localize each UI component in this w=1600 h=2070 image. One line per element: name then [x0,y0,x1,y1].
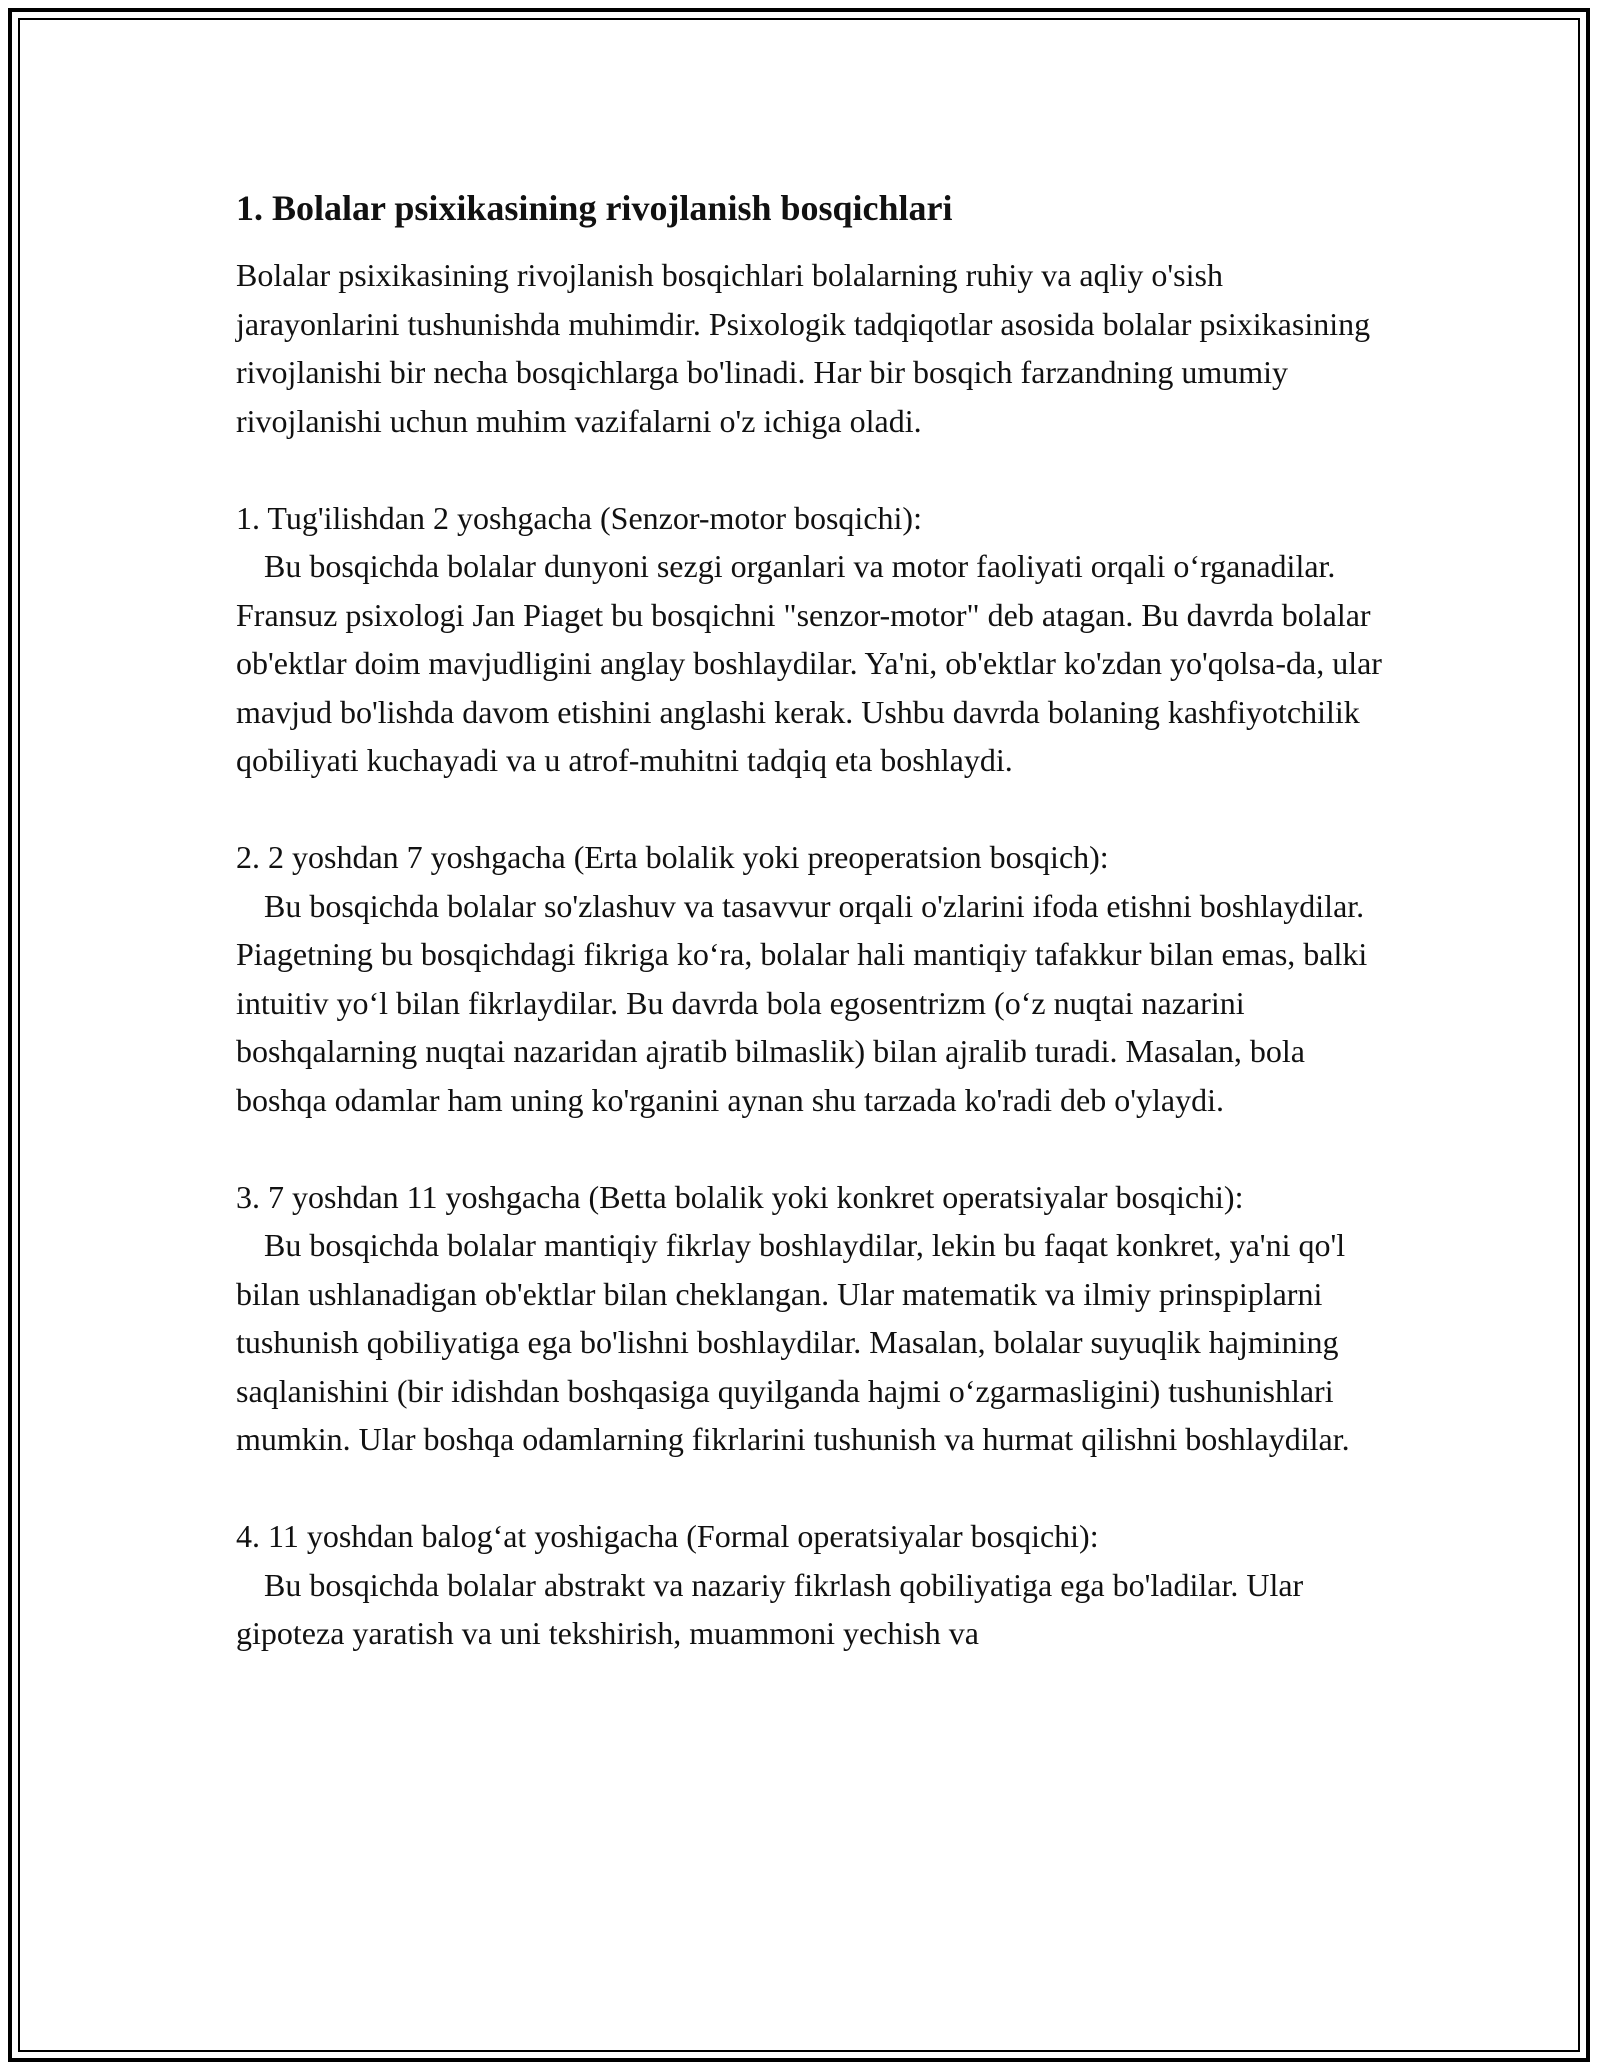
section-body: Bu bosqichda bolalar abstrakt va nazariy fikrlash qobiliyatiga ega bo'ladilar. Ular gipoteza yaratish va uni tekshirish, muammoni yechish va [236,1566,1304,1651]
section-body-wrap [236,1561,1386,1658]
section-heading: 1. Tug'ilishdan 2 yoshgacha (Senzor-motor bosqichi): [236,499,922,536]
document-content [236,185,1386,1658]
section-body: Bu bosqichda bolalar dunyoni sezgi organlari va motor faoliyati orqali o‘rganadilar. Fransuz psixologi Jan Piaget bu bosqichni "senzor-motor" deb atagan. Bu davrda bolalar ob'ektlar doim mavjudligini anglay boshlaydilar. Ya'ni, ob'ektlar ko'zdan yo'qolsa-da, ular mavjud bo'lishda davom etishini anglashi kerak. Ushbu davrda bolaning kashfiyotchilik qobiliyati kuchayadi va u atrof-muhitni tadqiq eta boshlaydi. [236,548,1382,778]
spacer [236,785,1386,834]
section-body: Bu bosqichda bolalar mantiqiy fikrlay boshlaydilar, lekin bu faqat konkret, ya'ni qo'l bilan ushlanadigan ob'ektlar bilan cheklangan. Ular matematik va ilmiy prinspiplarni tushunish qobiliyatiga ega bo'lishni boshlaydilar. Masalan, bolalar suyuqlik hajmining saqlanishini (bir idishdan boshqasiga quyilganda hajmi o‘zgarmasligini) tushunishlari mumkin. Ular boshqa odamlarning fikrlarini tushunish va hurmat qilishni boshlaydilar. [236,1227,1350,1457]
section-heading: 3. 7 yoshdan 11 yoshgacha (Betta bolalik yoki konkret operatsiyalar bosqichi): [236,1178,1244,1215]
document-title: 1. Bolalar psixikasining rivojlanish bosqichlari [236,188,953,228]
section-heading: 2. 2 yoshdan 7 yoshgacha (Erta bolalik yoki preoperatsion bosqich): [236,839,1109,875]
section-heading: 4. 11 yoshdan balog‘at yoshigacha (Formal operatsiyalar bosqichi): [236,1518,1099,1554]
section-3 [236,1173,1386,1464]
section-body-wrap [236,882,1386,1125]
section-4 [236,1512,1386,1658]
section-body-wrap [236,542,1386,785]
spacer [236,1464,1386,1513]
section-body-wrap [236,1221,1386,1464]
section-1 [236,494,1386,785]
spacer [236,445,1386,494]
spacer [236,1124,1386,1173]
section-body: Bu bosqichda bolalar so'zlashuv va tasavvur orqali o'zlarini ifoda etishni boshlaydilar. Piagetning bu bosqichdagi fikriga ko‘ra, bolalar hali mantiqiy tafakkur bilan emas, balki intuitiv yo‘l bilan fikrlaydilar. Bu davrda bola egosentrizm (o‘z nuqtai nazarini boshqalarning nuqtai nazaridan ajratib bilmaslik) bilan ajralib turadi. Masalan, bola boshqa odamlar ham uning ko'rganini aynan shu tarzada ko'radi deb o'ylaydi. [236,887,1368,1118]
intro-paragraph: Bolalar psixikasining rivojlanish bosqichlari bolalarning ruhiy va aqliy o'sish jarayonlarini tushunishda muhimdir. Psixologik tadqiqotlar asosida bolalar psixikasining rivojlanishi bir necha bosqichlarga bo'linadi. Har bir bosqich farzandning umumiy rivojlanishi uchun muhim vazifalarni o'z ichiga oladi. [236,257,1371,439]
section-2 [236,833,1386,1124]
